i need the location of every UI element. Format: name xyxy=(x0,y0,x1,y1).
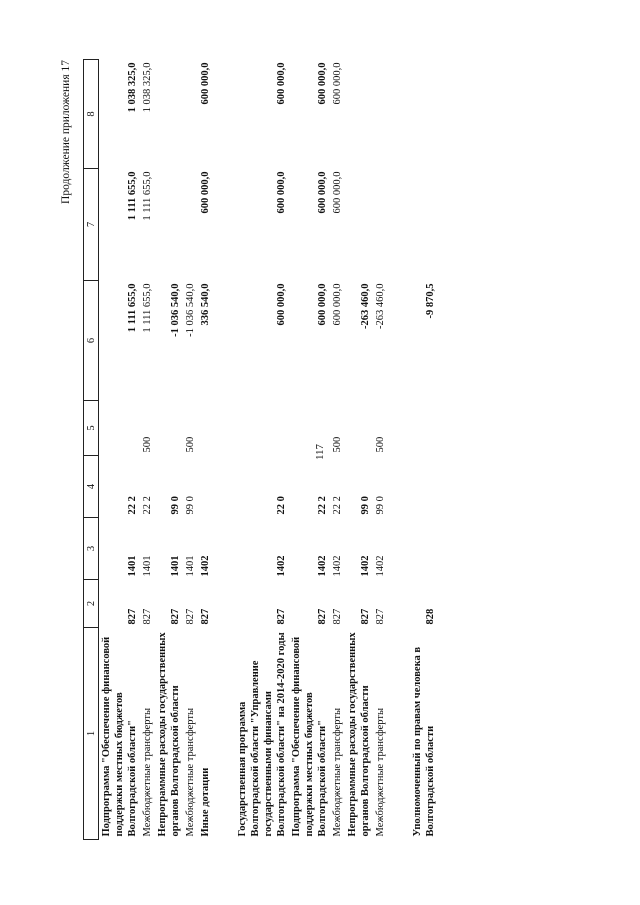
row-name-cell: Непрограммные расходы государственных органов Волгоградской области xyxy=(157,632,181,837)
value-cell: 827 xyxy=(200,608,211,625)
value-cell: -263 460,0 xyxy=(375,283,386,329)
row-name-cell: Иные дотации xyxy=(200,767,211,837)
value-cell: 1402 xyxy=(317,555,328,577)
rotated-page-content xyxy=(60,60,590,840)
value-cell: 600 000,0 xyxy=(317,171,328,214)
row-name-cell: Подпрограмма "Обеспечение финансовой поддержки местных бюджетов Волгоградской области" xyxy=(291,636,328,837)
value-cell: 1402 xyxy=(375,555,386,577)
table-row xyxy=(155,60,183,840)
continuation-title: Продолжение приложения 17 xyxy=(60,60,72,204)
value-cell: 336 540,0 xyxy=(200,283,211,326)
value-cell: -1 036 540,0 xyxy=(170,283,181,337)
value-cell: 1401 xyxy=(142,555,153,577)
value-cell: 22 0 xyxy=(276,496,287,515)
column-header: 3 xyxy=(84,518,99,580)
value-cell: 22 2 xyxy=(332,496,343,515)
value-cell xyxy=(345,60,373,169)
column-header: 1 xyxy=(84,628,99,840)
value-cell xyxy=(373,169,388,281)
value-cell: 600 000,0 xyxy=(317,283,328,326)
column-header: 4 xyxy=(84,456,99,518)
value-cell: 1402 xyxy=(200,555,211,577)
table-row xyxy=(99,60,141,840)
table-body xyxy=(99,60,439,840)
value-cell xyxy=(410,456,438,518)
value-cell: 22 2 xyxy=(317,496,328,515)
value-cell: 500 xyxy=(332,436,343,453)
column-header: 8 xyxy=(84,60,99,169)
value-cell xyxy=(198,401,213,456)
value-cell xyxy=(410,401,438,456)
value-cell xyxy=(198,456,213,518)
value-cell: 500 xyxy=(375,436,386,453)
value-cell: 600 000,0 xyxy=(276,62,287,105)
value-cell: 1 111 655,0 xyxy=(142,171,153,221)
row-name-cell: Межбюджетные трансферты xyxy=(142,707,153,837)
table-row xyxy=(345,60,373,840)
value-cell: 1402 xyxy=(332,555,343,577)
value-cell xyxy=(183,60,198,169)
page-number: 117 xyxy=(314,443,326,461)
value-cell: 600 000,0 xyxy=(200,171,211,214)
value-cell: -263 460,0 xyxy=(360,283,371,329)
column-header: 7 xyxy=(84,169,99,281)
value-cell xyxy=(183,169,198,281)
value-cell: 99 0 xyxy=(360,496,371,515)
row-spacer xyxy=(388,60,410,840)
value-cell: 1 038 325,0 xyxy=(142,62,153,113)
value-cell: 1401 xyxy=(127,555,138,577)
value-cell: 1402 xyxy=(360,555,371,577)
column-number-row xyxy=(84,60,99,840)
row-name-cell: Межбюджетные трансферты xyxy=(375,707,386,837)
value-cell xyxy=(345,169,373,281)
value-cell: 827 xyxy=(317,608,328,625)
value-cell: 1401 xyxy=(170,555,181,577)
value-cell xyxy=(155,60,183,169)
row-name-cell: Подпрограмма "Обеспечение финансовой поддержки местных бюджетов Волгоградской области" xyxy=(101,636,138,837)
value-cell: -1 036 540,0 xyxy=(185,283,196,337)
table-row xyxy=(183,60,198,840)
table-row xyxy=(410,60,438,840)
row-name-cell: Межбюджетные трансферты xyxy=(185,707,196,837)
table-row xyxy=(235,60,289,840)
value-cell: 500 xyxy=(142,436,153,453)
value-cell: 99 0 xyxy=(170,496,181,515)
value-cell xyxy=(410,169,438,281)
value-cell: 500 xyxy=(185,436,196,453)
value-cell: 827 xyxy=(127,608,138,625)
value-cell: 827 xyxy=(332,608,343,625)
value-cell: 827 xyxy=(375,608,386,625)
value-cell xyxy=(155,169,183,281)
table-row xyxy=(373,60,388,840)
value-cell xyxy=(345,401,373,456)
value-cell xyxy=(289,401,330,456)
value-cell: 827 xyxy=(360,608,371,625)
value-cell: 1401 xyxy=(185,555,196,577)
value-cell: -9 870,5 xyxy=(425,283,436,319)
value-cell xyxy=(99,401,141,456)
row-name-cell: Межбюджетные трансферты xyxy=(332,707,343,837)
value-cell xyxy=(155,401,183,456)
value-cell: 600 000,0 xyxy=(276,171,287,214)
budget-table xyxy=(83,59,438,840)
value-cell: 99 0 xyxy=(185,496,196,515)
value-cell: 99 0 xyxy=(375,496,386,515)
value-cell xyxy=(235,401,289,456)
value-cell: 1 038 325,0 xyxy=(127,62,138,113)
value-cell: 600 000,0 xyxy=(317,62,328,105)
value-cell: 1 111 655,0 xyxy=(127,283,138,333)
spacer-cell xyxy=(213,60,235,840)
column-header: 5 xyxy=(84,401,99,456)
value-cell: 827 xyxy=(170,608,181,625)
table-row xyxy=(330,60,345,840)
value-cell: 1 111 655,0 xyxy=(142,283,153,333)
value-cell: 600 000,0 xyxy=(332,62,343,105)
row-name-cell: Государственная программа Волгоградской области "Управление государственными финансами Волгоградской области" на 2014-2020 годы xyxy=(237,632,287,837)
spacer-cell xyxy=(388,60,410,840)
value-cell: 600 000,0 xyxy=(200,62,211,105)
value-cell: 22 2 xyxy=(127,496,138,515)
column-header: 2 xyxy=(84,580,99,628)
table-row xyxy=(140,60,155,840)
value-cell: 600 000,0 xyxy=(332,171,343,214)
row-spacer xyxy=(213,60,235,840)
value-cell xyxy=(410,518,438,580)
value-cell: 1 111 655,0 xyxy=(127,171,138,221)
value-cell: 827 xyxy=(142,608,153,625)
value-cell: 827 xyxy=(185,608,196,625)
value-cell: 827 xyxy=(276,608,287,625)
value-cell: 828 xyxy=(425,608,436,625)
row-name-cell: Уполномоченный по правам человека в Волгоградской области xyxy=(412,646,436,837)
value-cell: 600 000,0 xyxy=(276,283,287,326)
table-row xyxy=(198,60,213,840)
value-cell: 22 2 xyxy=(142,496,153,515)
table-row xyxy=(289,60,330,840)
value-cell: 600 000,0 xyxy=(332,283,343,326)
value-cell xyxy=(410,60,438,169)
column-header: 6 xyxy=(84,281,99,401)
row-name-cell: Непрограммные расходы государственных органов Волгоградской области xyxy=(347,632,371,837)
value-cell xyxy=(373,60,388,169)
value-cell: 1402 xyxy=(276,555,287,577)
